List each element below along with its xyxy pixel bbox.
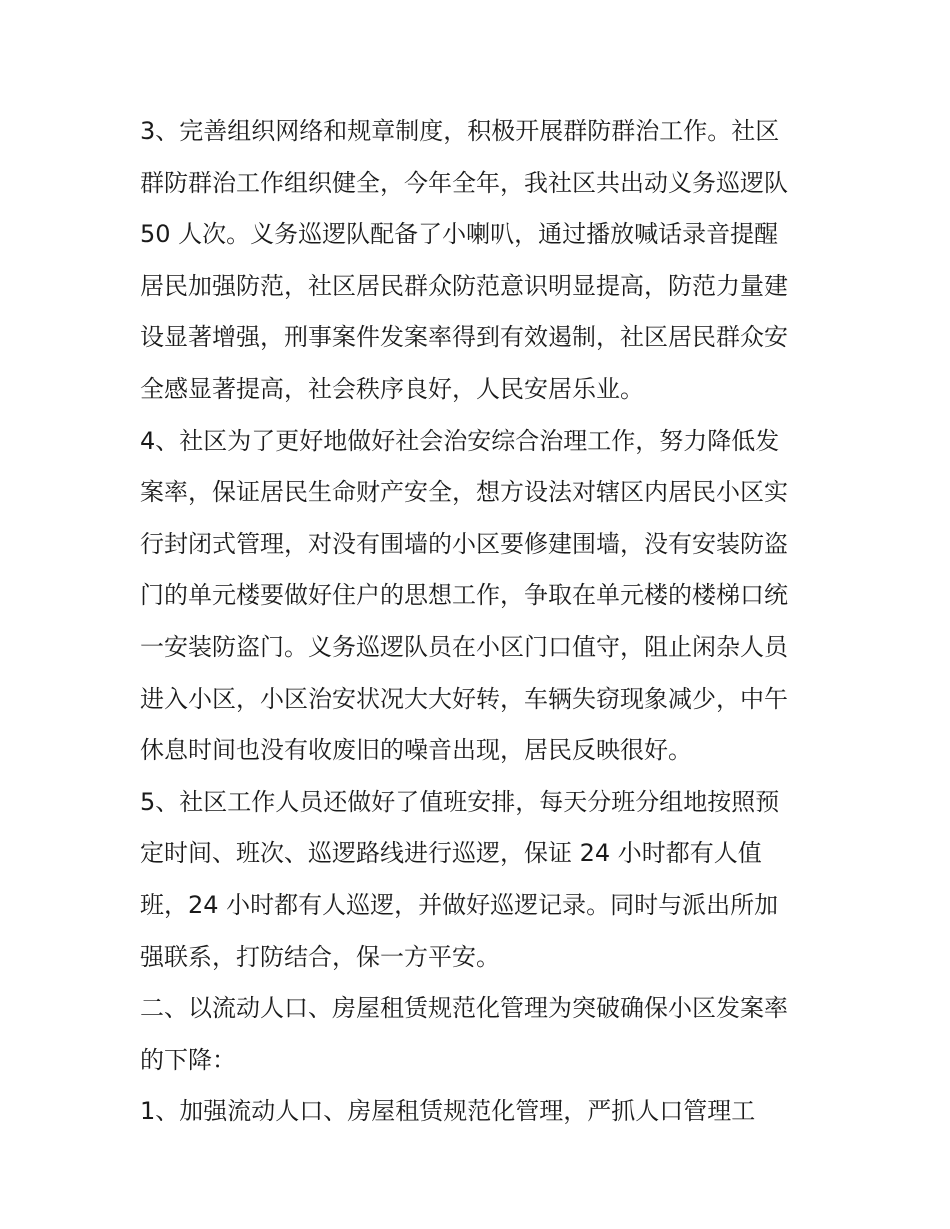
text-line: 全感显著提高，社会秩序良好，人民安居乐业。 (140, 374, 644, 403)
text-line: 行封闭式管理，对没有围墙的小区要修建围墙，没有安装防盗 (140, 529, 788, 558)
text-line: 设显著增强，刑事案件发案率得到有效遏制，社区居民群众安 (140, 323, 788, 352)
text-line: 群防群治工作组织健全，今年全年，我社区共出动义务巡逻队 (140, 168, 788, 197)
text-line: 休息时间也没有收废旧的噪音出现，居民反映很好。 (140, 736, 692, 765)
text-line: 案率，保证居民生命财产安全，想方设法对辖区内居民小区实 (140, 478, 788, 507)
text-line: 5、社区工作人员还做好了值班安排，每天分班分组地按照预 (140, 787, 780, 816)
text-line: 二、以流动人口、房屋租赁规范化管理为突破确保小区发案率 (140, 994, 788, 1023)
text-line: 定时间、班次、巡逻路线进行巡逻，保证 24 小时都有人值 (140, 839, 762, 868)
text-line: 3、完善组织网络和规章制度，积极开展群防群治工作。社区 (140, 117, 780, 145)
text-line: 的下降： (140, 1045, 236, 1074)
text-line: 门的单元楼要做好住户的思想工作，争取在单元楼的楼梯口统 (140, 581, 788, 610)
text-line: 强联系，打防结合，保一方平安。 (140, 942, 500, 971)
text-line: 居民加强防范，社区居民群众防范意识明显提高，防范力量建 (140, 271, 788, 300)
document-body (140, 106, 830, 1138)
text-line: 4、社区为了更好地做好社会治安综合治理工作，努力降低发 (140, 426, 780, 455)
text-line: 班，24 小时都有人巡逻，并做好巡逻记录。同时与派出所加 (140, 890, 779, 919)
text-line: 1、加强流动人口、房屋租赁规范化管理，严抓人口管理工 (140, 1097, 756, 1126)
text-line: 进入小区，小区治安状况大大好转，车辆失窃现象减少，中午 (140, 684, 788, 713)
text-line: 50 人次。义务巡逻队配备了小喇叭，通过播放喊话录音提醒 (140, 220, 779, 249)
text-line: 一安装防盗门。义务巡逻队员在小区门口值守，阻止闲杂人员 (140, 632, 788, 661)
